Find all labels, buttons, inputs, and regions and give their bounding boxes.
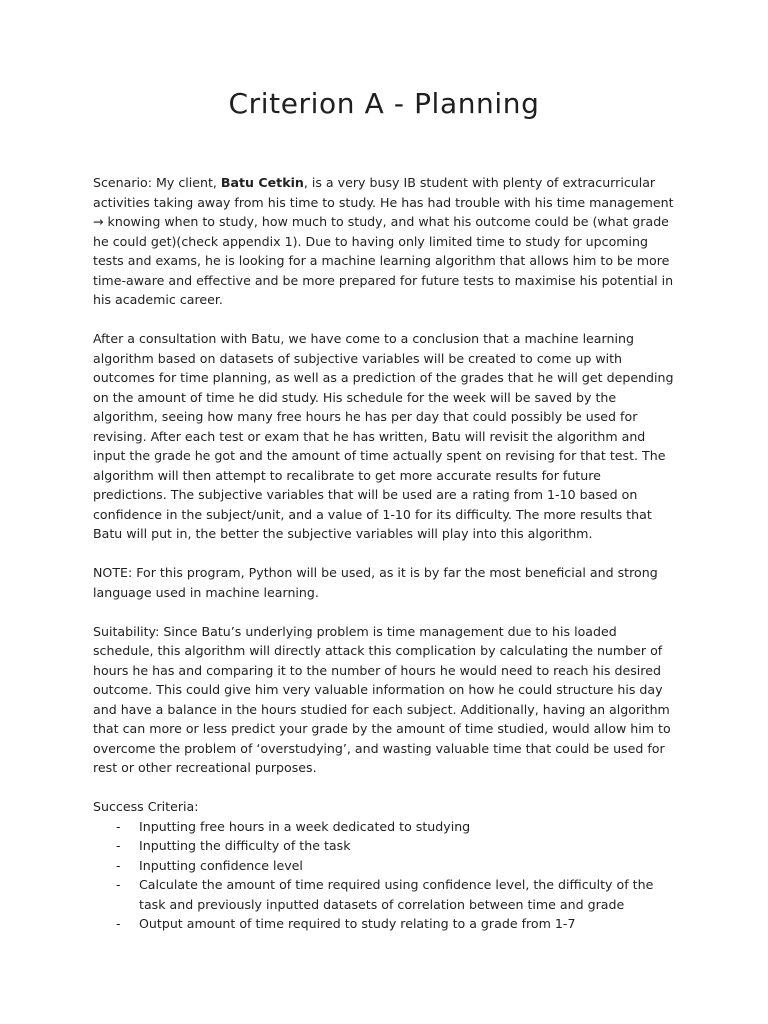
success-criteria-list — [93, 817, 678, 934]
list-item — [93, 836, 678, 856]
list-bullet: - — [116, 916, 121, 931]
list-bullet: - — [116, 857, 121, 873]
consultation-paragraph: After a consultation with Batu, we have come to a conclusion that a machine learning algorithm based on datasets of subjective variables will be created to come up with outcomes for time planning, as well as a prediction of the grades that he will get depending on the amount of time he did study. His schedule for the week will be saved by the algorithm, seeing how many free hours he has per day that could possibly be used for revising. After each test or exam that he has written, Batu will revisit the algorithm and input the grade he got and the amount of time actually spent on revising for that test. The algorithm will then attempt to recalibrate to get more accurate results for future predictions. The subjective variables that will be used are a rating from 1-10 based on confidence in the subject/unit, and a value of 1-10 for its difficulty. The more results that Batu will put in, the better the subjective variables will play into this algorithm. — [93, 331, 674, 541]
client-name: Batu Cetkin — [220, 175, 304, 190]
list-bullet: - — [116, 818, 121, 834]
document-body — [93, 173, 678, 934]
page-title: Criterion A - Planning — [228, 87, 540, 120]
list-item-text: Calculate the amount of time required using confidence level, the difficulty of the task and previously inputted datasets of correlation between time and grade — [139, 877, 654, 912]
list-item — [93, 817, 678, 837]
list-item — [93, 856, 678, 876]
suitability-paragraph: Suitability: Since Batu’s underlying problem is time management due to his loaded schedule, this algorithm will directly attack this complication by calculating the number of hours he has and comparing it to the number of hours he would need to reach his desired outcome. This could give him very valuable information on how he could structure his day and have a balance in the hours studied for each subject. Additionally, having an algorithm that can more or less predict your grade by the amount of time studied, would allow him to overcome the problem of ‘overstudying’, and wasting valuable time that could be used for rest or other recreational purposes. — [93, 623, 671, 775]
scenario-paragraph — [93, 173, 678, 310]
list-bullet: - — [116, 877, 121, 892]
list-item — [93, 875, 678, 914]
scenario-prefix: Scenario: My client, — [93, 175, 221, 190]
success-criteria-heading: Success Criteria: — [93, 799, 199, 814]
list-item-text: Output amount of time required to study relating to a grade from 1-7 — [139, 916, 576, 931]
list-item-text: Inputting free hours in a week dedicated to studying — [139, 818, 471, 834]
note-paragraph: NOTE: For this program, Python will be used, as it is by far the most beneficial and strong language used in machine learning. — [93, 565, 658, 600]
list-bullet: - — [116, 838, 121, 853]
list-item-text: Inputting the difficulty of the task — [139, 838, 351, 853]
list-item-text: Inputting confidence level — [139, 857, 303, 873]
list-item — [93, 914, 678, 934]
scenario-text: , is a very busy IB student with plenty of extracurricular activities taking away from his time to study. He has had trouble with his time management → knowing when to study, how much to study, and what his outcome could be (what grade he could get)(check appendix 1). Due to having only limited time to study for upcoming tests and exams, he is looking for a machine learning algorithm that allows him to be more time-aware and effective and be more prepared for future tests to maximise his potential in his academic career. — [93, 175, 674, 307]
